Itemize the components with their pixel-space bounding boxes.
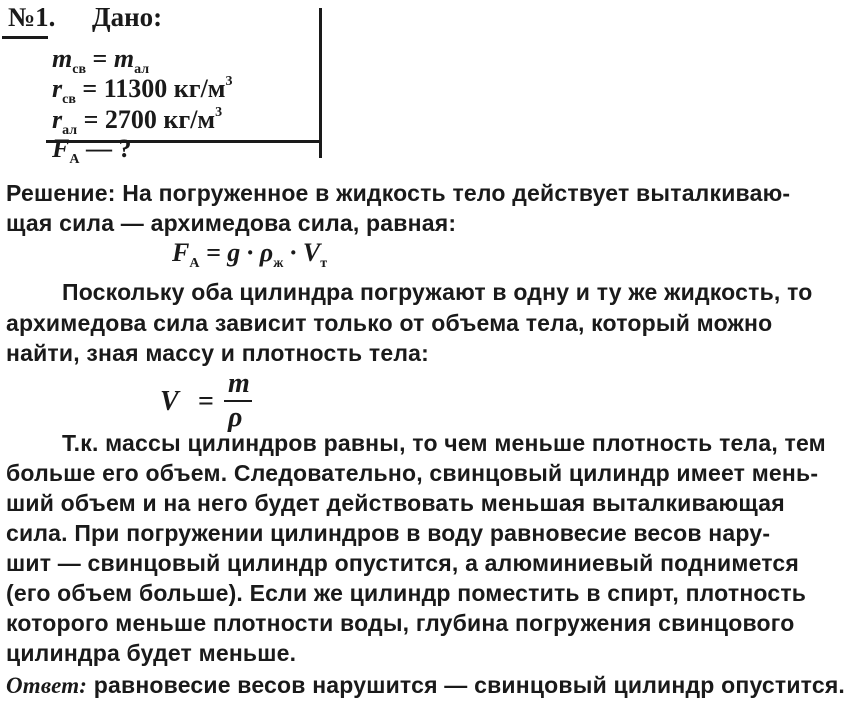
given-r-sup: 3	[225, 74, 233, 89]
given-r2-sym: r	[52, 105, 63, 134]
solution-line-2: щая сила — архимедова сила, равная:	[6, 210, 457, 236]
given-r-value: = 11300 кг/м	[75, 74, 226, 103]
solution-line-3: Поскольку оба цилиндра погружают в одну и ту же жидкость, то	[62, 279, 813, 305]
volume-eq: =	[198, 386, 214, 417]
solution-line-12: которого меньше плотности воды, глубина погружения свинцового	[6, 610, 795, 636]
answer-line	[6, 672, 845, 699]
solution-line-1-text: На погруженное в жидкость тело действует выталкиваю-	[122, 180, 791, 206]
formula-tail: · V	[283, 238, 321, 267]
solution-label: Решение:	[6, 180, 116, 206]
given-title: Дано:	[92, 2, 163, 32]
solution-line-9: сила. При погружении цилиндров в воду равновесие весов нару-	[6, 520, 771, 546]
formula-rho-sub: ж	[273, 256, 284, 271]
find-sym: F	[52, 134, 70, 163]
solution-line-10: шит — свинцовый цилиндр опустится, а алюминиевый поднимется	[6, 550, 800, 576]
archimedes-formula	[172, 238, 327, 272]
given-r-sym: r	[52, 74, 63, 103]
given-r-sub: св	[62, 92, 76, 107]
volume-lhs: V	[160, 386, 179, 417]
problem-number-underline	[2, 36, 48, 39]
given-m-lead-sub: св	[72, 62, 87, 77]
given-find	[52, 134, 131, 168]
formula-rhs: = g · ρ	[199, 238, 274, 267]
volume-numerator: m	[228, 368, 250, 399]
problem-number: №1.	[8, 2, 56, 32]
given-lead-density	[52, 74, 233, 108]
given-eq: =	[86, 44, 114, 73]
formula-f-sub: A	[189, 256, 200, 271]
solution-line-1	[6, 180, 790, 207]
answer-label: Ответ:	[6, 673, 88, 698]
solution-line-5: найти, зная массу и плотность тела:	[6, 340, 430, 366]
find-text: — ?	[79, 134, 132, 163]
given-r2-sub: ал	[62, 123, 78, 138]
formula-f: F	[172, 238, 190, 267]
given-m-al-sub: ал	[134, 62, 150, 77]
solution-line-4: архимедова сила зависит только от объема тела, который можно	[6, 310, 773, 336]
given-r2-sup: 3	[215, 105, 223, 120]
formula-v-sub: т	[320, 256, 328, 271]
given-m-lead: m	[52, 44, 73, 73]
given-m-al: m	[113, 44, 135, 73]
given-r2-value: = 2700 кг/м	[77, 105, 216, 134]
answer-text: равновесие весов нарушится — свинцовый цилиндр опустится.	[93, 672, 846, 698]
solution-line-13: цилиндра будет меньше.	[6, 640, 297, 666]
given-mass-equality	[52, 44, 149, 78]
given-vertical-rule	[319, 8, 322, 158]
find-sub: A	[69, 152, 80, 167]
solution-line-7: больше его объем. Следовательно, свинцовый цилиндр имеет мень-	[6, 460, 819, 486]
volume-denominator: ρ	[228, 402, 243, 433]
solution-line-11: (его объем больше). Если же цилиндр поместить в спирт, плотность	[6, 580, 807, 606]
solution-line-6: Т.к. массы цилиндров равны, то чем меньше плотность тела, тем	[62, 430, 826, 456]
solution-line-8: ший объем и на него будет действовать меньшая выталкивающая	[6, 490, 785, 516]
